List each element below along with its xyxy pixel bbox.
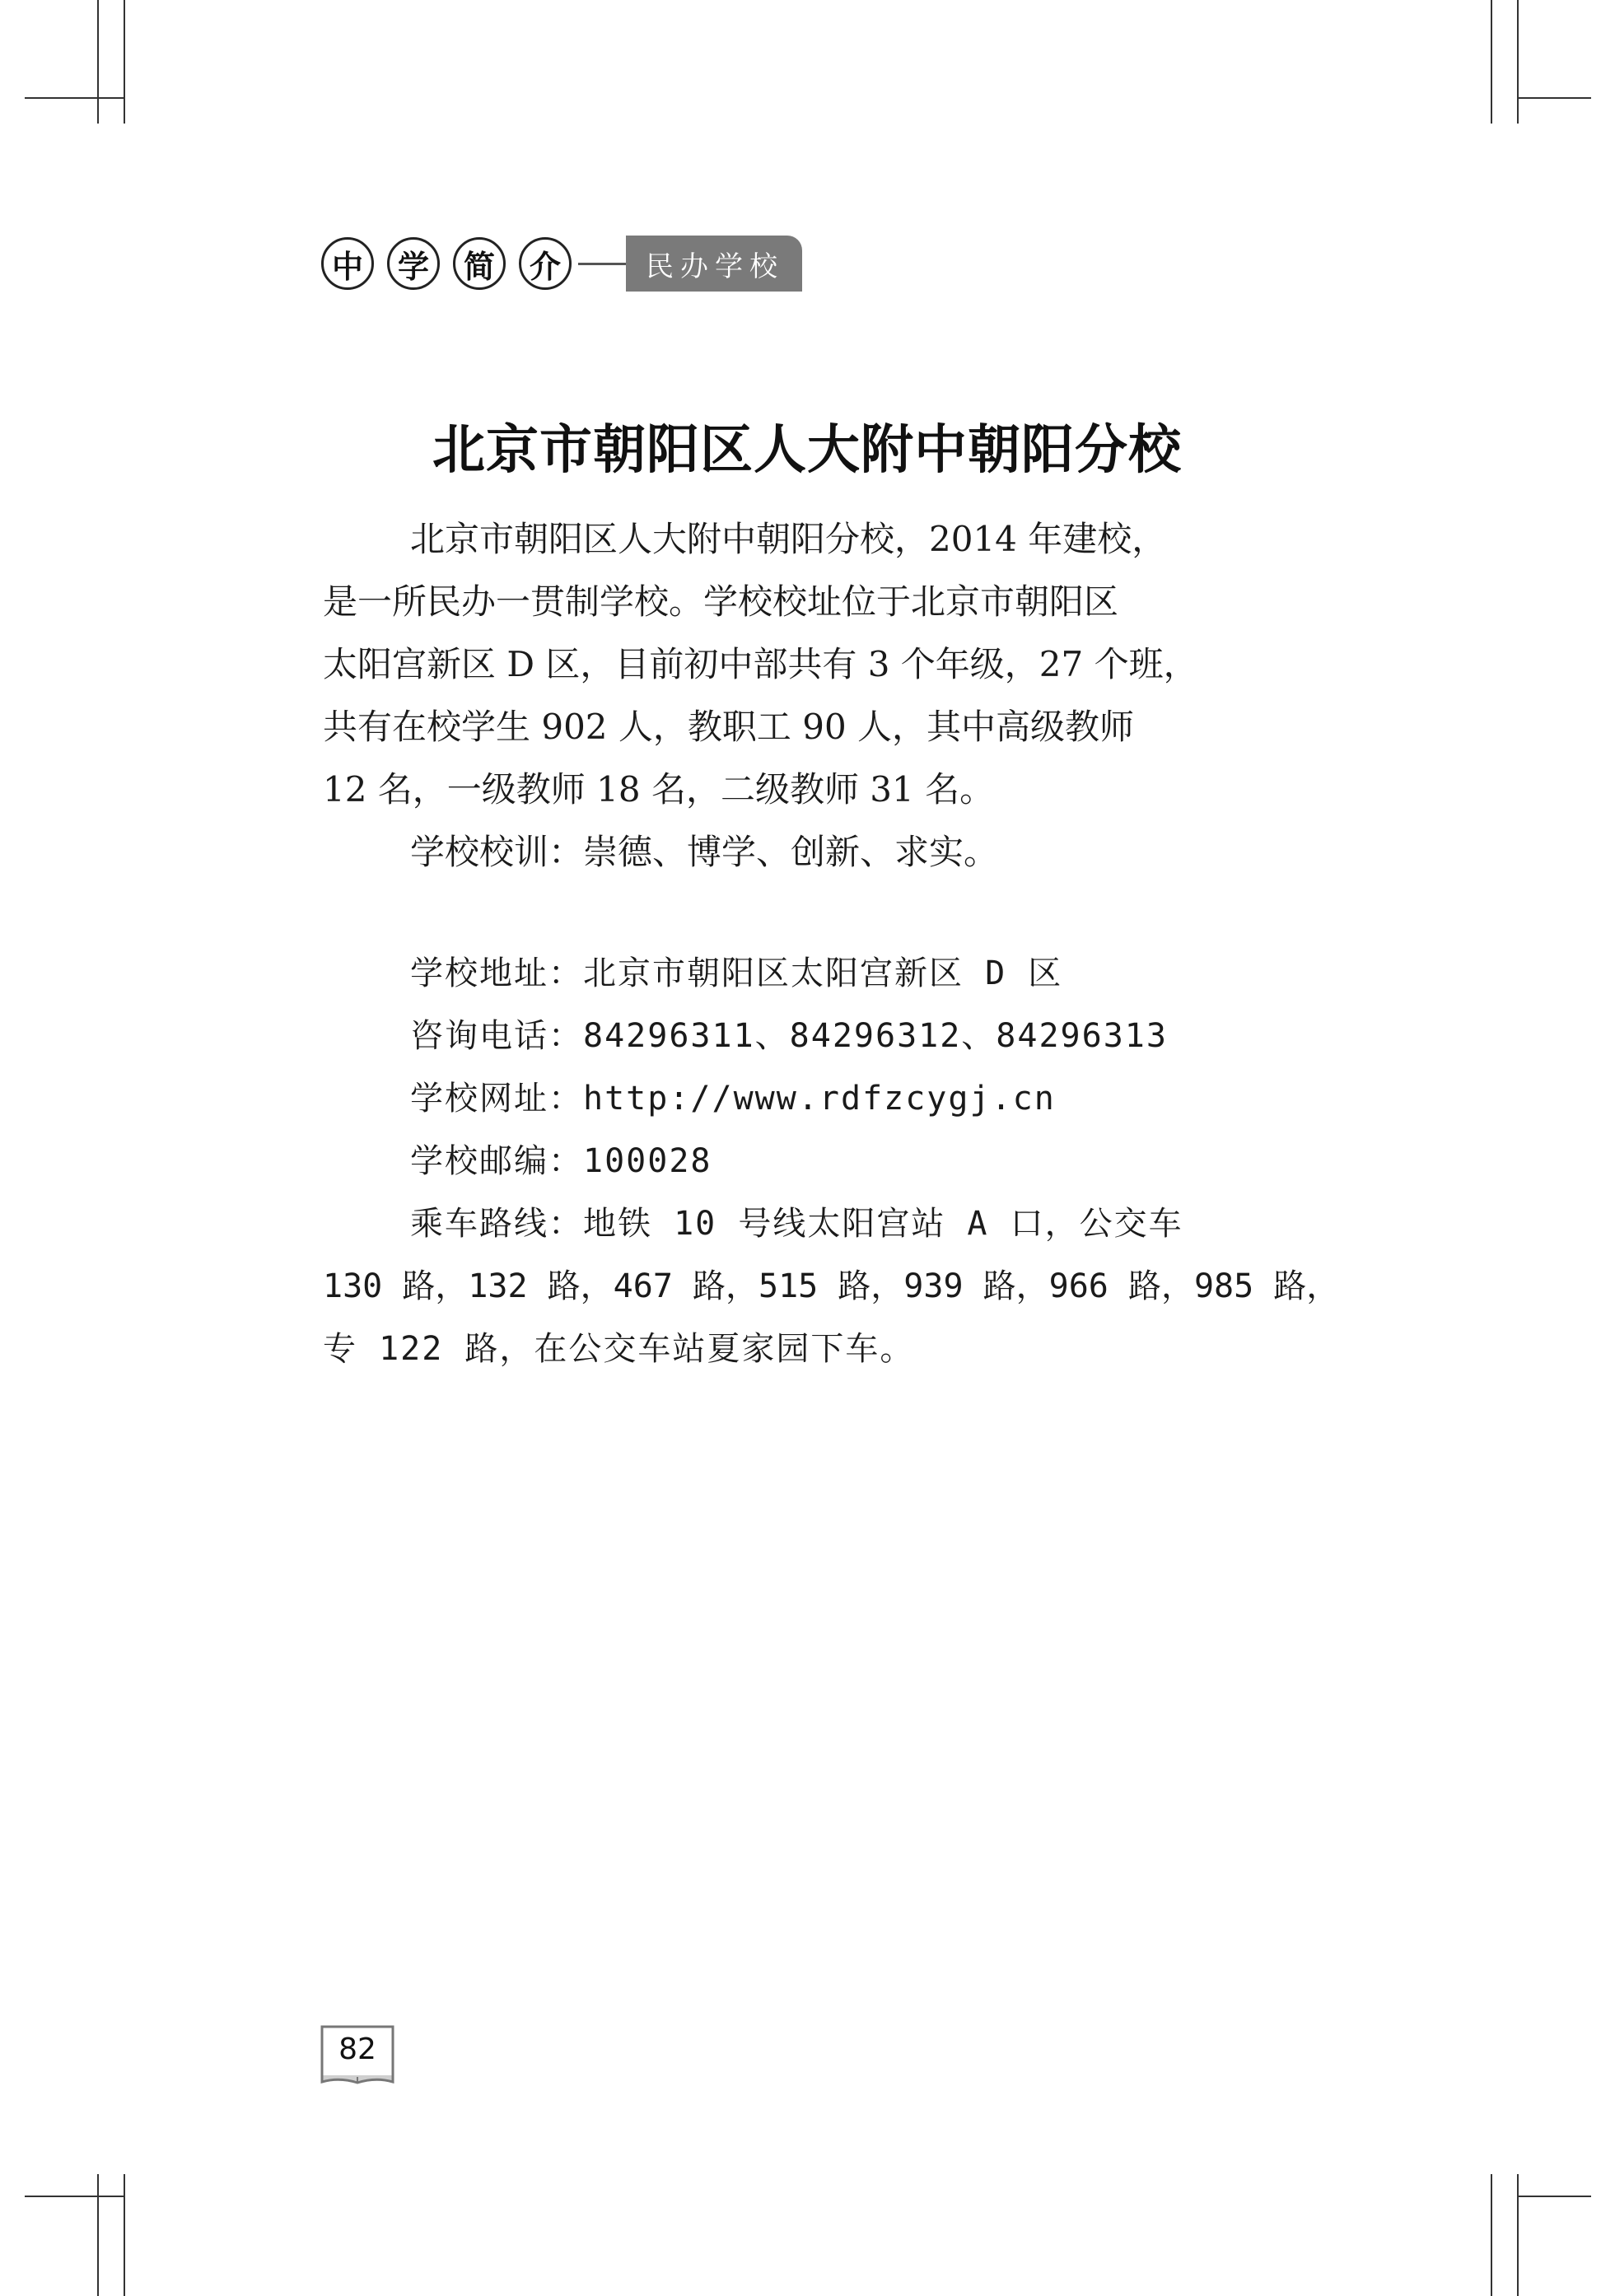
transit-line: 专 122 路，在公交车站夏家园下车。 bbox=[323, 1330, 915, 1368]
transit-line: 130 路，132 路，467 路，515 路，939 路，966 路，985 路， bbox=[323, 1267, 1340, 1305]
school-address: 学校地址：北京市朝阳区太阳宫新区 D 区 bbox=[410, 954, 1063, 992]
header-connector bbox=[578, 263, 626, 265]
school-website: 学校网址：http://www.rdfzcygj.cn bbox=[410, 1080, 1056, 1118]
school-motto: 学校校训：崇德、博学、创新、求实。 bbox=[410, 832, 999, 872]
page-title: 北京市朝阳区人大附中朝阳分校 bbox=[432, 420, 1182, 481]
header-badge-char: 中 bbox=[321, 237, 374, 290]
crop-mark bbox=[97, 2174, 99, 2296]
crop-mark bbox=[1517, 97, 1591, 99]
crop-mark bbox=[124, 2174, 125, 2296]
header-badge-char: 简 bbox=[453, 237, 506, 290]
crop-mark bbox=[1517, 2196, 1591, 2197]
transit-line: 乘车路线：地铁 10 号线太阳宫站 A 口，公交车 bbox=[410, 1205, 1183, 1243]
header-badge-char: 介 bbox=[519, 237, 572, 290]
intro-line: 共有在校学生 902 人，教职工 90 人，其中高级教师 bbox=[323, 707, 1135, 747]
header-badge-char: 学 bbox=[387, 237, 440, 290]
crop-mark bbox=[25, 97, 124, 99]
crop-mark bbox=[97, 0, 99, 124]
crop-mark bbox=[1517, 0, 1519, 124]
crop-mark bbox=[25, 2196, 124, 2197]
school-postcode: 学校邮编：100028 bbox=[410, 1142, 712, 1180]
school-phone: 咨询电话：84296311、84296312、84296313 bbox=[410, 1017, 1168, 1055]
crop-mark bbox=[1491, 2174, 1492, 2296]
page-number-badge bbox=[320, 2024, 395, 2085]
intro-line: 是一所民办一贯制学校。学校校址位于北京市朝阳区 bbox=[323, 581, 1119, 622]
intro-line: 北京市朝阳区人大附中朝阳分校，2014 年建校， bbox=[410, 519, 1167, 559]
crop-mark bbox=[1517, 2174, 1519, 2296]
intro-line: 12 名，一级教师 18 名，二级教师 31 名。 bbox=[323, 769, 995, 810]
intro-line: 太阳宫新区 D 区，目前初中部共有 3 个年级，27 个班， bbox=[323, 644, 1198, 684]
page-number: 82 bbox=[338, 2032, 376, 2066]
crop-mark bbox=[124, 0, 125, 124]
crop-mark bbox=[1491, 0, 1492, 124]
category-tag: 民办学校 bbox=[626, 236, 802, 292]
section-header bbox=[321, 232, 802, 295]
